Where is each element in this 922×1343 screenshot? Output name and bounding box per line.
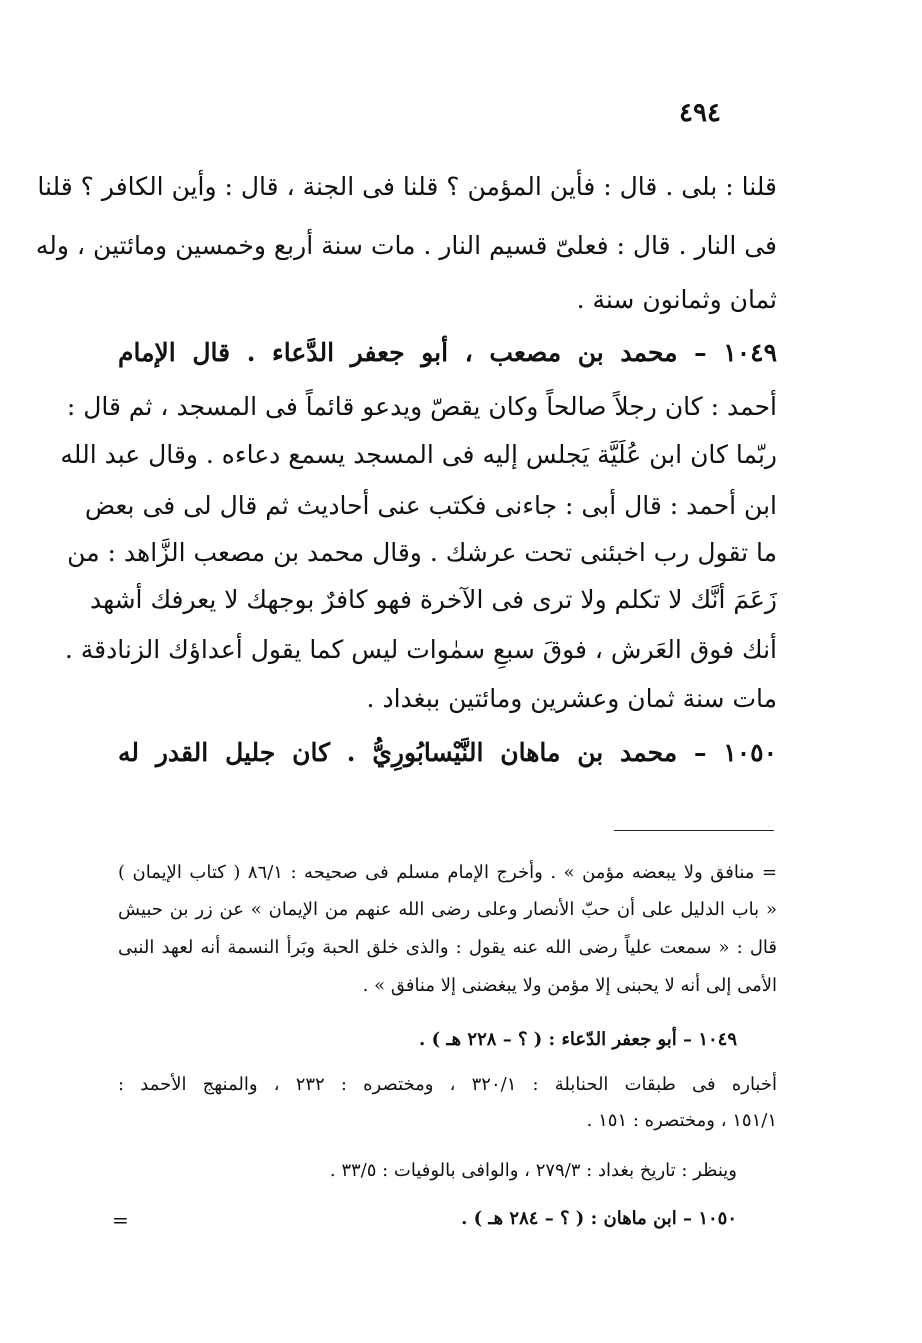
footnote-line: ١٥١/١ ، ومختصره : ١٥١ .: [586, 1110, 777, 1131]
footnote-entry-1050: ١٠٥٠ – ابن ماهان : ( ؟ – ٢٨٤ هـ ) .: [461, 1208, 737, 1229]
text-line: أحمد : كان رجلاً صالحاً وكان يقصّ ويدعو قائماً فى المسجد ، ثم قال :: [66, 392, 777, 421]
entry-heading-1049: ١٠٤٩ – محمد بن مصعب ، أبو جعفر الدَّعاء . قال الإمام: [118, 338, 777, 367]
text-line: ربّما كان ابن عُلَيَّة يَجلس إليه فى المسجد يسمع دعاءه . وقال عبد الله: [60, 440, 777, 469]
text-line: ثمان وثمانون سنة .: [576, 285, 777, 314]
page-number: ٤٩٤: [679, 98, 721, 128]
text-line: زَعَمَ أنَّك لا تكلم ولا ترى فى الآخرة فهو كافرٌ بوجهك لا يعرفك أشهد: [89, 585, 777, 614]
footnote-line: الأمى إلى أنه لا يحبنى إلا مؤمن ولا يبغضنى إلا منافق » .: [362, 975, 777, 996]
footnote-divider: [614, 830, 774, 831]
footnote-line: وينظر : تاريخ بغداد : ٢٧٩/٣ ، والوافى بالوفيات : ٣٣/٥ .: [329, 1160, 737, 1181]
footnote-entry-1049: ١٠٤٩ – أبو جعفر الدّعاء : ( ؟ – ٢٢٨ هـ ) .: [419, 1029, 737, 1050]
text-line: قلنا : بلى . قال : فأين المؤمن ؟ قلنا فى الجنة ، قال : وأين الكافر ؟ قلنا: [37, 172, 777, 201]
continuation-mark: =: [112, 1208, 129, 1232]
text-line: فى النار . قال : فعلىّ قسيم النار . مات سنة أربع وخمسين ومائتين ، وله: [35, 231, 777, 260]
footnote-line: أخباره فى طبقات الحنابلة : ٣٢٠/١ ، ومختصره : ٢٣٢ ، والمنهج الأحمد :: [118, 1074, 777, 1095]
footnote-line: « باب الدليل على أن حبّ الأنصار وعلى رضى الله عنهم من الإيمان » عن زر بن حبيش: [118, 899, 777, 920]
text-line: ابن أحمد : قال أبى : جاءنى فكتب عنى أحاديث ثم قال لى فى بعض: [84, 491, 777, 520]
entry-heading-1050: ١٠٥٠ – محمد بن ماهان النَّيْسابُورِيُّ . كان جليل القدر له: [118, 738, 777, 767]
text-line: مات سنة ثمان وعشرين ومائتين ببغداد .: [366, 684, 777, 713]
text-line: أنك فوق العَرش ، فوقَ سبعِ سمٰوات ليس كما يقول أعداؤك الزنادقة .: [64, 635, 777, 664]
footnote-line: قال : « سمعت علياً رضى الله عنه يقول : والذى خلق الحبة وبَرأ النسمة أنه لعهد النبى: [118, 937, 777, 958]
text-line: ما تقول رب اخبئنى تحت عرشك . وقال محمد بن مصعب الزَّاهد : من: [67, 538, 777, 567]
footnote-line: = منافق ولا يبعضه مؤمن » . وأخرج الإمام مسلم فى صحيحه : ٨٦/١ ( كتاب الإيمان ): [118, 862, 777, 883]
